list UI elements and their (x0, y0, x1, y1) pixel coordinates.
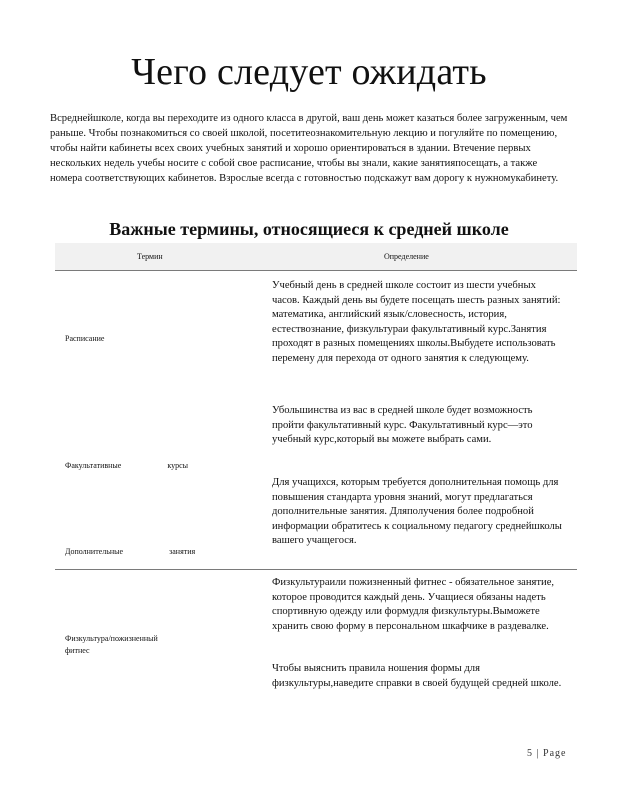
term-cell: Расписание (65, 334, 105, 343)
page-number: 5 | Page (527, 748, 567, 759)
section-heading: Важные термины, относящиеся к средней школе (109, 219, 509, 239)
term-cell: Дополнительные занятия (65, 547, 196, 556)
definition-cell: Убольшинства из вас в средней школе будет возможность пройти факультативный курс. Факультативный курс—это учебный курс,который вы можете выбрать сами. (272, 405, 533, 446)
term-cell: Факультативные курсы (65, 461, 189, 470)
terms-table (55, 243, 577, 710)
term-cell: Физкультура/пожизненный фитнес (65, 634, 158, 655)
definition-cell: Физкультураили пожизненный фитнес - обязательное занятие, которое проводится каждый день. Учащиеся обязаны надеть спортивную одежду или формудля физкультуры.Выможете хранить свою форму в персональном шкафчике в раздевалке. (272, 577, 555, 632)
header-term: Термин (137, 252, 163, 261)
definition-cell: Учебный день в средней школе состоит из шести учебных часов. Каждый день вы будете посещать шесть разных занятий: математика, английский язык/словесность, история, естествознание, физкультураи факультативный курс.Занятия проходят в разных помещениях школы.Выбудете использовать перемену для перехода от одного занятия к следующему. (272, 280, 561, 364)
page-title: Чего следует ожидать (131, 51, 487, 93)
definition-extra: Чтобы выяснить правила ношения формы для физкультуры,наведите справки в своей будущей средней школе. (272, 663, 562, 689)
table-row (55, 569, 577, 710)
header-definition: Определение (384, 252, 429, 261)
intro-paragraph: Всреднейшколе, когда вы переходите из одного класса в другой, ваш день может казаться более загруженным, чем раньше. Чтобы познакомиться со своей школой, посетитеознакомительную лекцию и погуляйте по помещению, чтобы найти кабинеты всех своих учебных занятий и хорошо ориентироваться в здании. Втечение первых нескольких недель учебы носите с собой свое расписание, чтобы вы знали, какие занятияпосещать, а также номера соответствующих кабинетов. Взрослые всегда с готовностью подскажут вам дорогу к нужномукабинету. (50, 113, 568, 184)
table-header (55, 243, 577, 271)
table-row-group (55, 271, 577, 569)
definition-cell: Для учащихся, которым требуется дополнительная помощь для повышения стандарта уровня знаний, могут предлагаться дополнительные занятия. Дляполучения более подробной информации обратитесь к социальному педагогу среднейшколы вашего учащегося. (272, 477, 562, 547)
